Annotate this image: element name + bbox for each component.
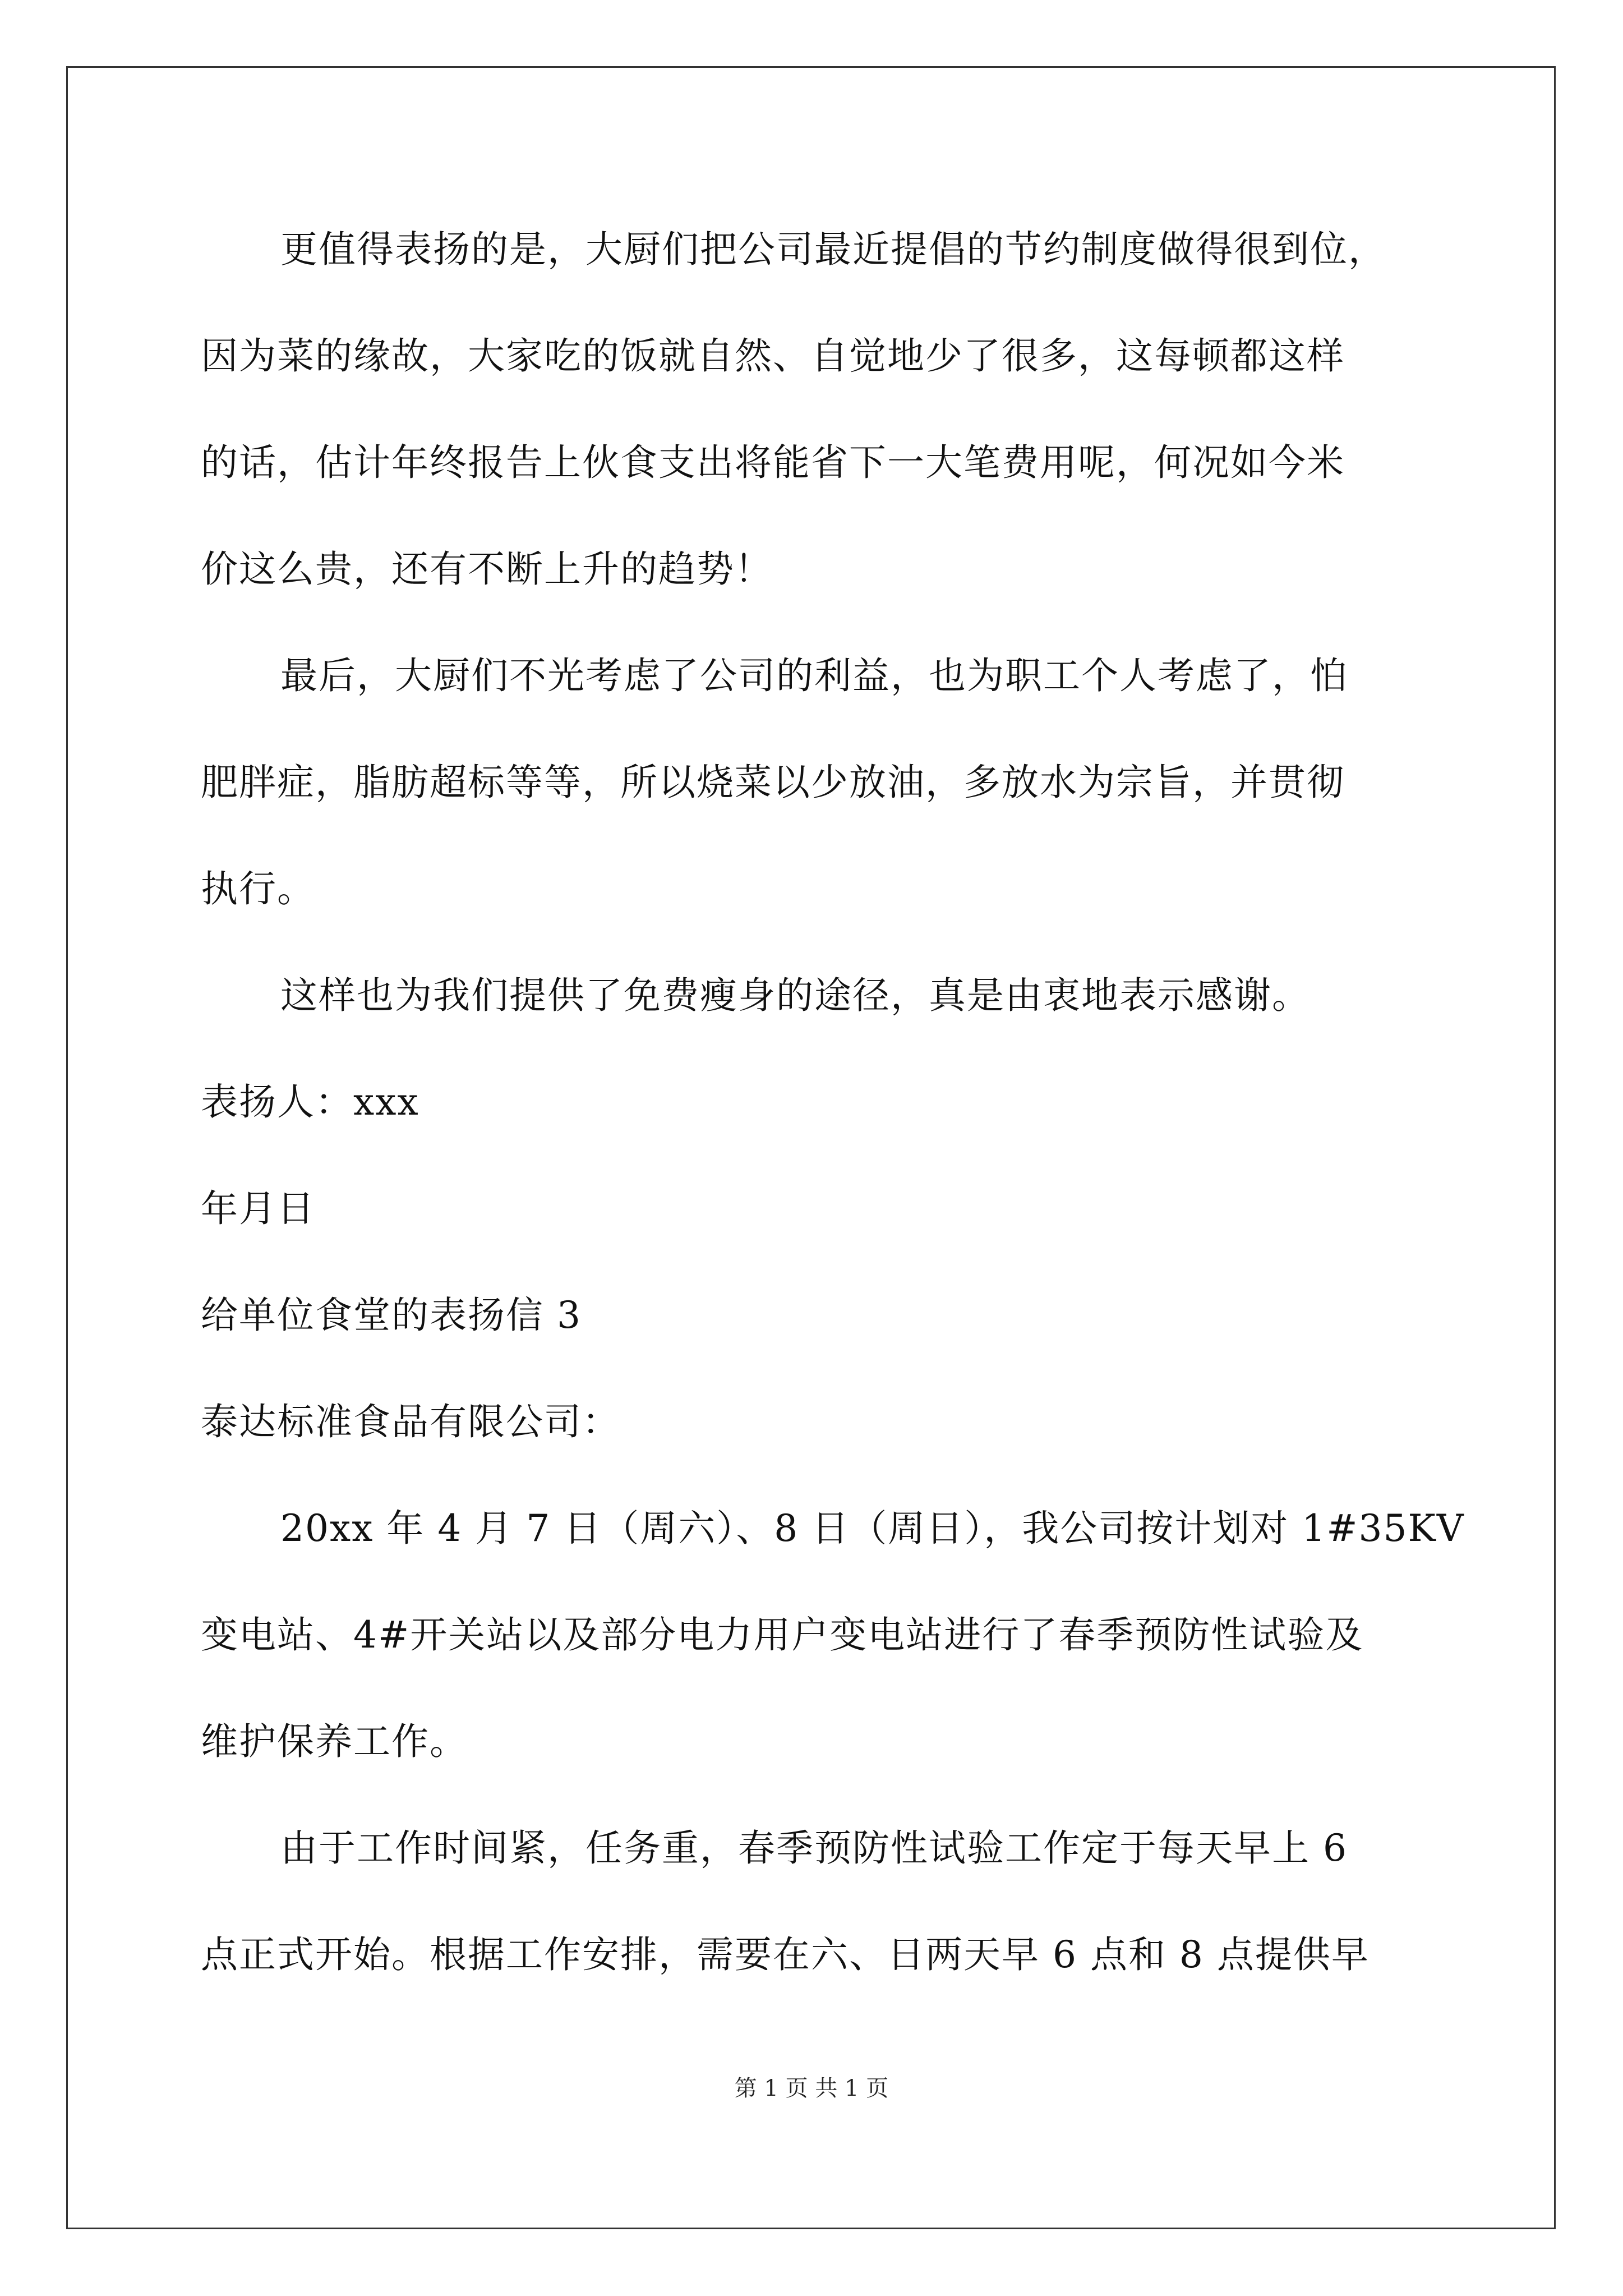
paragraph-1-line-2: 因为菜的缘故，大家吃的饭就自然、自觉地少了很多，这每顿都这样 — [201, 334, 1345, 378]
page-footer: 第 1 页 共 1 页 — [734, 2076, 889, 2101]
paragraph-1-line-1: 更值得表扬的是，大厨们把公司最近提倡的节约制度做得很到位， — [280, 228, 1386, 271]
letter-paragraph-1-line-2: 变电站、4#开关站以及部分电力用户变电站进行了春季预防性试验及 — [201, 1613, 1364, 1657]
letter-paragraph-2-line-1: 由于工作时间紧，任务重，春季预防性试验工作定于每天早上 6 — [280, 1826, 1348, 1870]
letter-paragraph-1-line-1: 20xx 年 4 月 7 日（周六）、8 日（周日），我公司按计划对 1#35KV — [280, 1507, 1465, 1550]
paragraph-2-line-3: 执行。 — [201, 867, 315, 910]
page-border — [66, 66, 1556, 2229]
letter-salutation: 泰达标准食品有限公司： — [201, 1400, 620, 1443]
paragraph-1-line-3: 的话，估计年终报告上伙食支出将能省下一大笔费用呢，何况如今米 — [201, 441, 1345, 484]
letter-paragraph-1-line-3: 维护保养工作。 — [201, 1720, 468, 1763]
paragraph-1-line-4: 价这么贵，还有不断上升的趋势！ — [201, 547, 773, 591]
paragraph-2-line-2: 肥胖症，脂肪超标等等，所以烧菜以少放油，多放水为宗旨，并贯彻 — [201, 761, 1345, 804]
letter-title: 给单位食堂的表扬信 3 — [201, 1294, 582, 1337]
paragraph-2-line-1: 最后，大厨们不光考虑了公司的利益，也为职工个人考虑了，怕 — [280, 654, 1348, 697]
paragraph-3-line-1: 这样也为我们提供了免费瘦身的途径，真是由衷地表示感谢。 — [280, 974, 1310, 1017]
praiser-signature: 表扬人：xxx — [201, 1080, 419, 1124]
signature-date: 年月日 — [201, 1187, 315, 1230]
letter-paragraph-2-line-2: 点正式开始。根据工作安排，需要在六、日两天早 6 点和 8 点提供早 — [201, 1933, 1370, 1976]
